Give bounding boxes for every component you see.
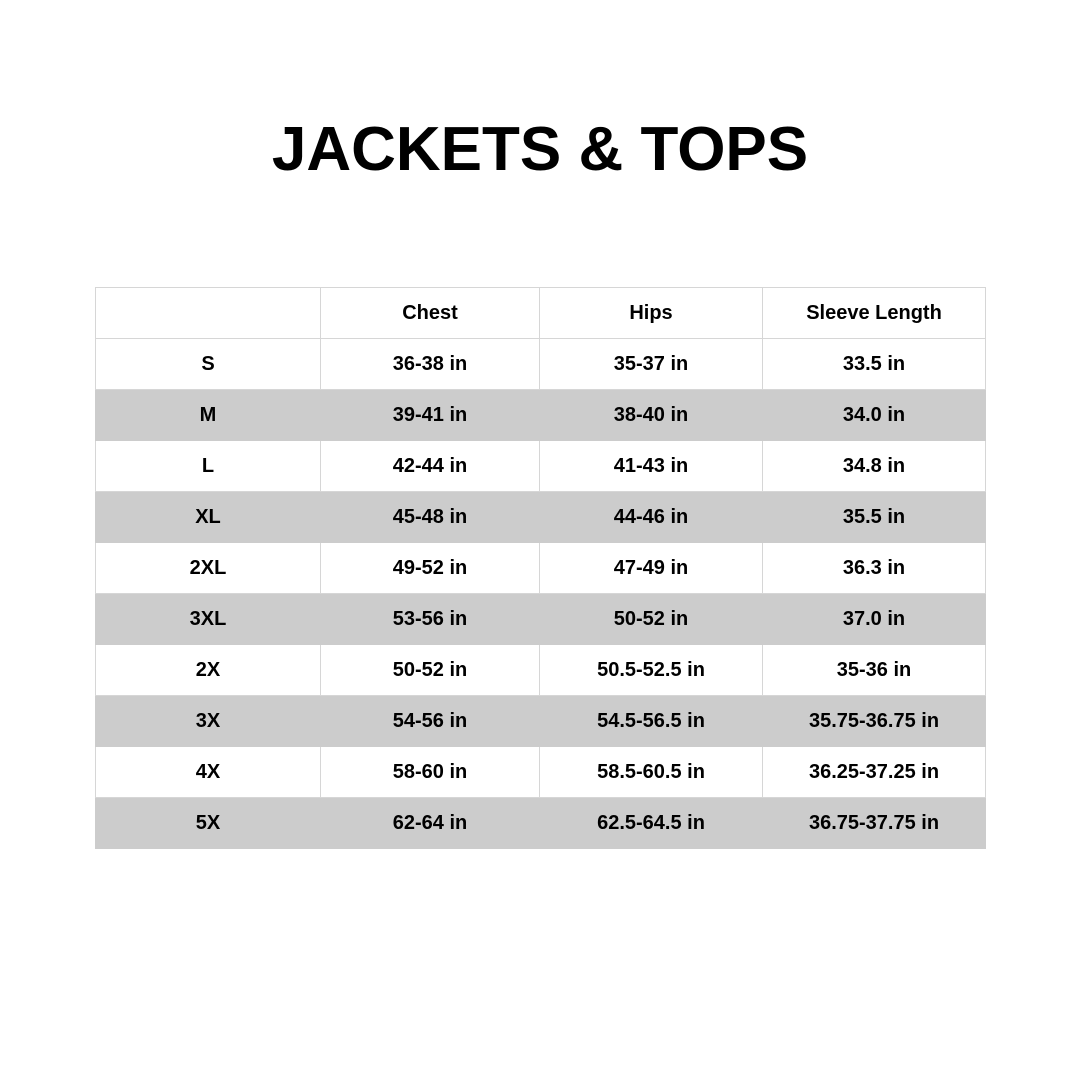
table-row	[96, 747, 986, 798]
page-title: JACKETS & TOPS	[271, 115, 809, 184]
header-size	[96, 288, 321, 339]
size-cell: L	[96, 441, 321, 492]
table-row	[96, 339, 986, 390]
hips-cell: 50-52 in	[540, 594, 763, 645]
sleeve-cell: 36.25-37.25 in	[763, 747, 986, 798]
size-chart-table	[95, 287, 986, 849]
sleeve-cell: 37.0 in	[763, 594, 986, 645]
table-row	[96, 594, 986, 645]
chest-cell: 50-52 in	[321, 645, 540, 696]
table-row	[96, 696, 986, 747]
size-cell: 3X	[96, 696, 321, 747]
sleeve-cell: 35-36 in	[763, 645, 986, 696]
size-cell: S	[96, 339, 321, 390]
table-row	[96, 441, 986, 492]
hips-cell: 35-37 in	[540, 339, 763, 390]
table-header-row	[96, 288, 986, 339]
header-hips: Hips	[540, 288, 763, 339]
chest-cell: 53-56 in	[321, 594, 540, 645]
chest-cell: 58-60 in	[321, 747, 540, 798]
sleeve-cell: 35.5 in	[763, 492, 986, 543]
hips-cell: 41-43 in	[540, 441, 763, 492]
sleeve-cell: 36.75-37.75 in	[763, 798, 986, 849]
size-cell: 5X	[96, 798, 321, 849]
hips-cell: 50.5-52.5 in	[540, 645, 763, 696]
sleeve-cell: 34.8 in	[763, 441, 986, 492]
table-row	[96, 543, 986, 594]
chest-cell: 36-38 in	[321, 339, 540, 390]
chest-cell: 62-64 in	[321, 798, 540, 849]
sleeve-cell: 34.0 in	[763, 390, 986, 441]
table-row	[96, 798, 986, 849]
table-row	[96, 645, 986, 696]
sleeve-cell: 35.75-36.75 in	[763, 696, 986, 747]
header-chest: Chest	[321, 288, 540, 339]
size-cell: 2XL	[96, 543, 321, 594]
header-sleeve-length: Sleeve Length	[763, 288, 986, 339]
sleeve-cell: 33.5 in	[763, 339, 986, 390]
hips-cell: 44-46 in	[540, 492, 763, 543]
size-cell: 3XL	[96, 594, 321, 645]
hips-cell: 58.5-60.5 in	[540, 747, 763, 798]
size-cell: 2X	[96, 645, 321, 696]
hips-cell: 38-40 in	[540, 390, 763, 441]
table-row	[96, 492, 986, 543]
chest-cell: 42-44 in	[321, 441, 540, 492]
chest-cell: 39-41 in	[321, 390, 540, 441]
sleeve-cell: 36.3 in	[763, 543, 986, 594]
size-cell: XL	[96, 492, 321, 543]
size-cell: M	[96, 390, 321, 441]
chest-cell: 45-48 in	[321, 492, 540, 543]
table-row	[96, 390, 986, 441]
chest-cell: 49-52 in	[321, 543, 540, 594]
hips-cell: 47-49 in	[540, 543, 763, 594]
size-cell: 4X	[96, 747, 321, 798]
hips-cell: 62.5-64.5 in	[540, 798, 763, 849]
hips-cell: 54.5-56.5 in	[540, 696, 763, 747]
chest-cell: 54-56 in	[321, 696, 540, 747]
